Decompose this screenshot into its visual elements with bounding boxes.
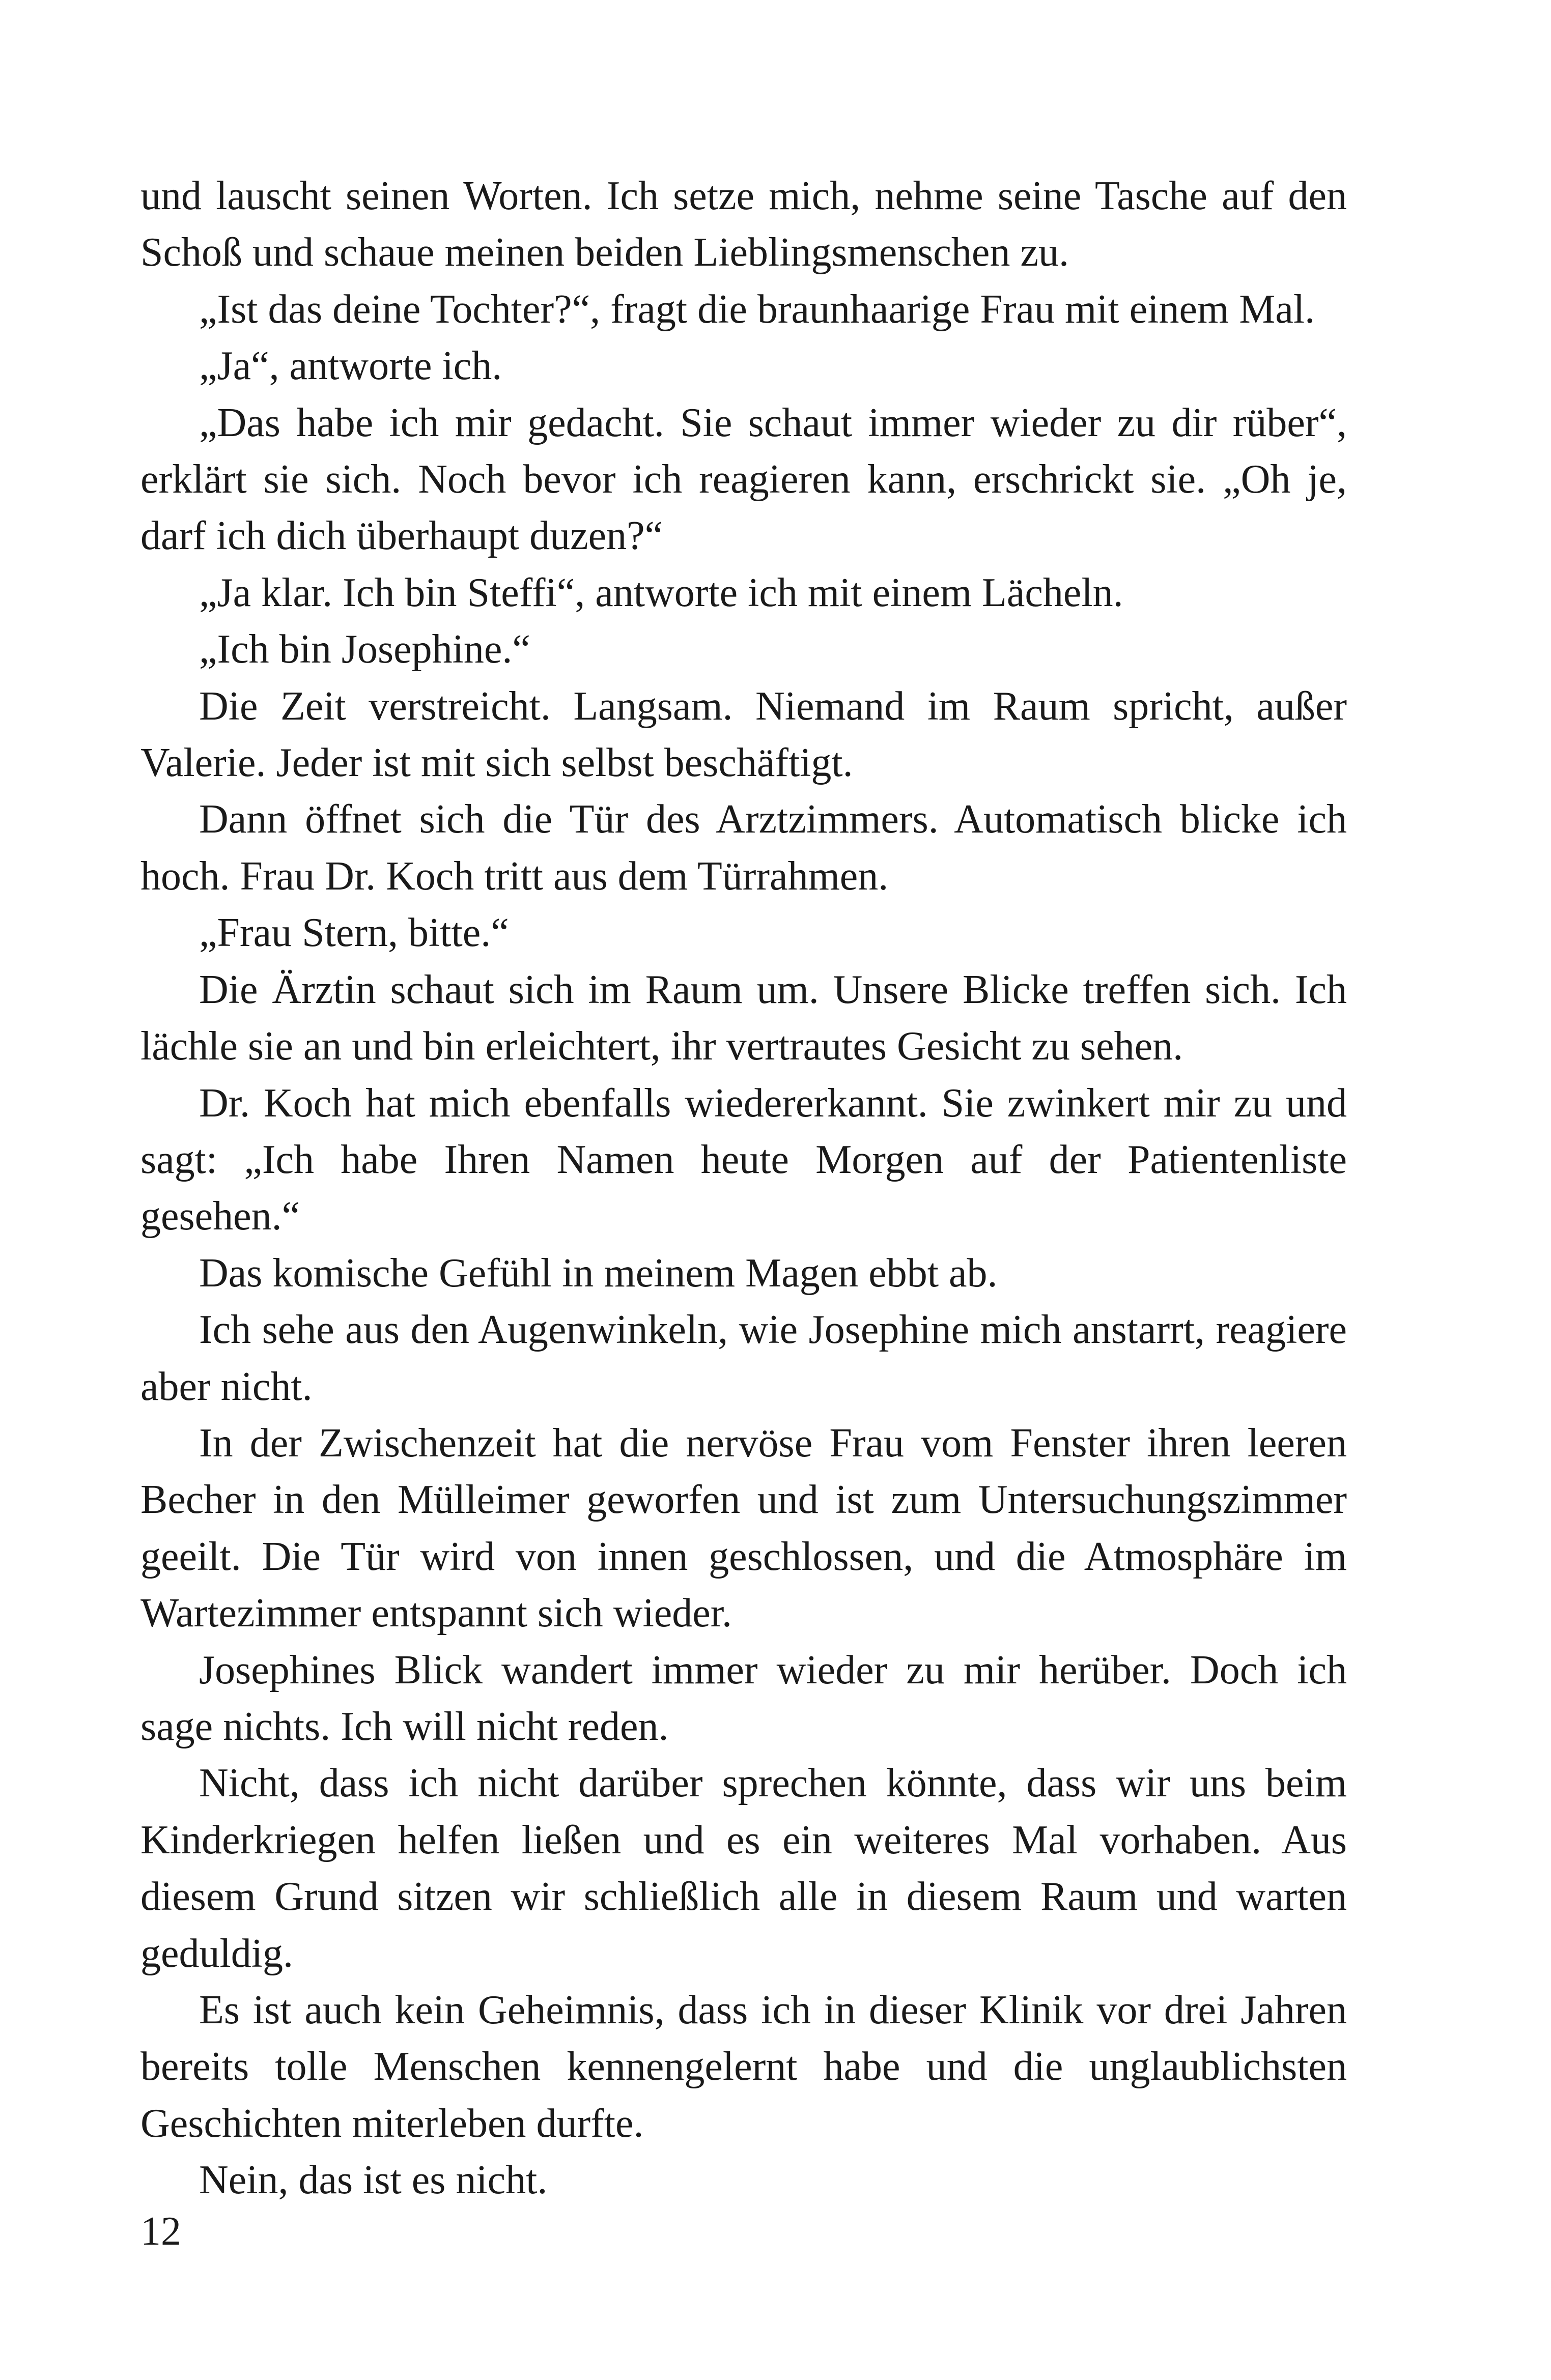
paragraph: Es ist auch kein Geheimnis, dass ich in dieser Klinik vor drei Jahren bereits tolle Menschen kennengelernt habe und die unglaublichsten Geschichten miterleben durfte.	[140, 1988, 1347, 2146]
paragraph: Josephines Blick wandert immer wieder zu mir herüber. Doch ich sage nichts. Ich will nicht reden.	[140, 1647, 1347, 1749]
paragraph: Dr. Koch hat mich ebenfalls wiedererkannt. Sie zwinkert mir zu und sagt: „Ich habe Ihren Namen heute Morgen auf der Patientenliste gesehen.“	[140, 1080, 1347, 1239]
body-text	[140, 168, 1347, 2209]
paragraph: Nicht, dass ich nicht darüber sprechen könnte, dass wir uns beim Kinderkriegen helfen ließen und es ein weiteres Mal vorhaben. Aus diesem Grund sitzen wir schließlich alle in diesem Raum und warten geduldig.	[140, 1761, 1347, 1976]
paragraph: Dann öffnet sich die Tür des Arztzimmers. Automatisch blicke ich hoch. Frau Dr. Koch tritt aus dem Türrahmen.	[140, 797, 1347, 899]
paragraph: Nein, das ist es nicht.	[199, 2158, 548, 2203]
paragraph: In der Zwischenzeit hat die nervöse Frau vom Fenster ihren leeren Becher in den Mülleimer geworfen und ist zum Untersuchungszimmer geeilt. Die Tür wird von innen geschlossen, und die Atmosphäre im Wartezimmer entspannt sich wieder.	[140, 1420, 1347, 1636]
paragraph: Die Zeit verstreicht. Langsam. Niemand im Raum spricht, außer Valerie. Jeder ist mit sich selbst beschäftigt.	[140, 683, 1347, 786]
paragraph: Die Ärztin schaut sich im Raum um. Unsere Blicke treffen sich. Ich lächle sie an und bin erleichtert, ihr vertrautes Gesicht zu sehen.	[140, 967, 1347, 1069]
paragraph: und lauscht seinen Worten. Ich setze mich, nehme seine Tasche auf den Schoß und schaue meinen beiden Lieblingsmenschen zu.	[140, 174, 1347, 275]
paragraph: „Das habe ich mir gedacht. Sie schaut immer wieder zu dir rüber“, erklärt sie sich. Noch bevor ich reagieren kann, erschrickt sie. „Oh je, darf ich dich überhaupt duzen?“	[140, 400, 1347, 559]
paragraph: „Ja“, antworte ich.	[199, 343, 502, 389]
paragraph: „Ist das deine Tochter?“, fragt die braunhaarige Frau mit einem Mal.	[199, 286, 1315, 332]
page-number: 12	[140, 2209, 181, 2254]
paragraph: „Ja klar. Ich bin Steffi“, antworte ich mit einem Lächeln.	[199, 570, 1123, 615]
paragraph: „Frau Stern, bitte.“	[199, 910, 509, 956]
paragraph: „Ich bin Josephine.“	[199, 627, 530, 672]
paragraph: Ich sehe aus den Augenwinkeln, wie Josephine mich anstarrt, reagiere aber nicht.	[140, 1307, 1347, 1409]
paragraph: Das komische Gefühl in meinem Magen ebbt ab.	[199, 1250, 998, 1296]
